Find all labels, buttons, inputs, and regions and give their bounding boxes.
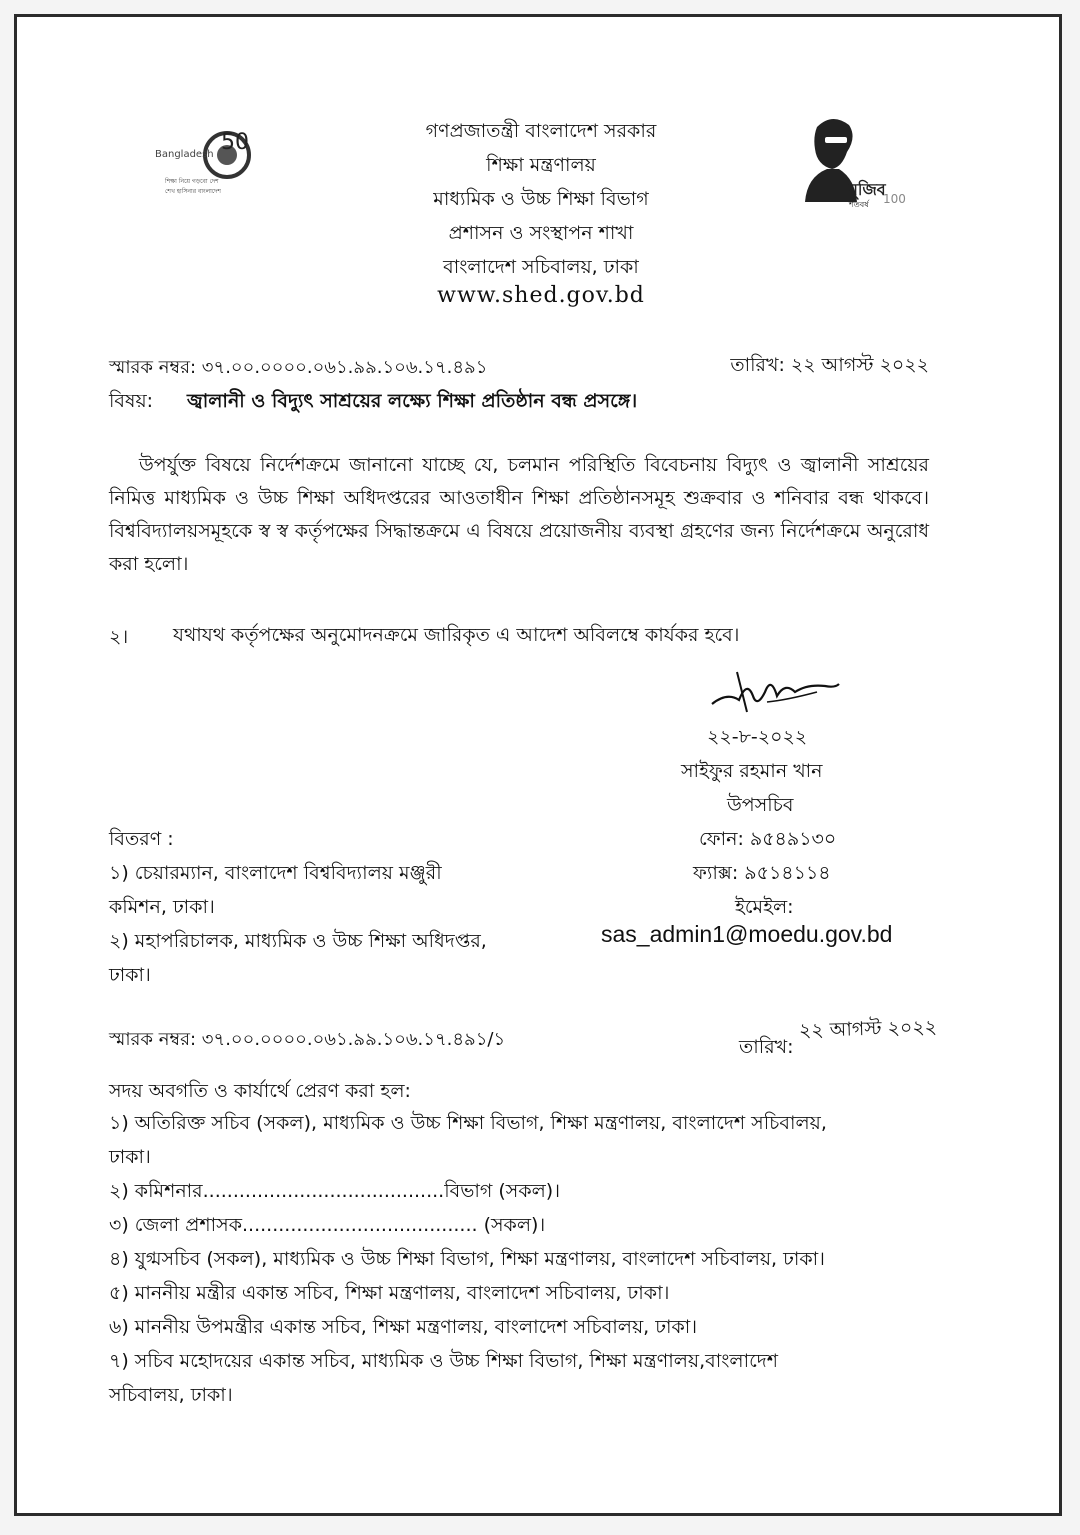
copy-label: সদয় অবগতি ও কার্যার্থে প্রেরণ করা হল: [109, 1080, 411, 1102]
signatory-email-label: ইমেইল: [735, 896, 794, 918]
header-website[interactable]: www.shed.gov.bd [437, 283, 645, 308]
distribution-item-2a: ২) মহাপরিচালক, মাধ্যমিক ও উচ্চ শিক্ষা অধিদপ্তর, [109, 930, 487, 952]
copy-item-5: ৫) মাননীয় মন্ত্রীর একান্ত সচিব, শিক্ষা মন্ত্রণালয়, বাংলাদেশ সচিবালয়, ঢাকা। [109, 1282, 670, 1304]
distribution-label: বিতরণ : [109, 828, 174, 850]
copy-item-6: ৬) মাননীয় উপমন্ত্রীর একান্ত সচিব, শিক্ষা মন্ত্রণালয়, বাংলাদেশ সচিবালয়, ঢাকা। [109, 1316, 698, 1338]
copy-item-1a: ১) অতিরিক্ত সচিব (সকল), মাধ্যমিক ও উচ্চ শিক্ষা বিভাগ, শিক্ষা মন্ত্রণালয়, বাংলাদেশ সচিবালয়, [109, 1112, 827, 1134]
copy-item-7b: সচিবালয়, ঢাকা। [109, 1384, 233, 1406]
copy-item-4: ৪) যুগ্মসচিব (সকল), মাধ্যমিক ও উচ্চ শিক্ষা বিভাগ, শিক্ষা মন্ত্রণালয়, বাংলাদেশ সচিবালয়, ঢাকা। [109, 1248, 825, 1270]
distribution-item-1b: কমিশন, ঢাকা। [109, 896, 215, 918]
header-ministry: শিক্ষা মন্ত্রণালয় [486, 154, 596, 176]
distribution-item-1a: ১) চেয়ারম্যান, বাংলাদেশ বিশ্ববিদ্যালয় মঞ্জুরী [109, 862, 442, 884]
copy-item-1b: ঢাকা। [109, 1146, 151, 1168]
signatory-designation: উপসচিব [727, 794, 794, 816]
header-branch: প্রশাসন ও সংস্থাপন শাখা [448, 222, 634, 244]
signatory-phone: ফোন: ৯৫৪৯১৩০ [699, 828, 837, 850]
header-government: গণপ্রজাতন্ত্রী বাংলাদেশ সরকার [425, 120, 657, 142]
logo-text-2: শিক্ষা নিয়ে গড়বো দেশ [165, 178, 219, 185]
header-division: মাধ্যমিক ও উচ্চ শিক্ষা বিভাগ [433, 188, 649, 210]
hundred-text: 100 [883, 192, 906, 206]
copy-item-3: ৩) জেলা প্রশাসক....................................... (সকল)। [109, 1214, 546, 1236]
signatory-name: সাইফুর রহমান খান [681, 760, 823, 782]
subject-text: জ্বালানী ও বিদ্যুৎ সাশ্রয়ের লক্ষ্যে শিক্ষা প্রতিষ্ঠান বন্ধ প্রসঙ্গে। [187, 390, 638, 412]
copy-item-2: ২) কমিশনার........................................বিভাগ (সকল)। [109, 1180, 560, 1202]
paragraph-2-text: যথাযথ কর্তৃপক্ষের অনুমোদনক্রমে জারিকৃত এ আদেশ অবিলম্বে কার্যকর হবে। [173, 624, 740, 646]
signatory-email[interactable]: sas_admin1@moedu.gov.bd [601, 921, 893, 947]
mujib-text: মুজিব [849, 180, 886, 199]
logo-number: 50 [221, 130, 249, 155]
signature-date: ২২-৮-২০২২ [707, 726, 808, 748]
distribution-item-2b: ঢাকা। [109, 964, 151, 986]
logo-text-1: Bangladesh [155, 149, 214, 160]
header-address: বাংলাদেশ সচিবালয়, ঢাকা [443, 256, 639, 278]
handwritten-signature [707, 662, 847, 722]
memo-date: তারিখ: ২২ আগস্ট ২০২২ [730, 354, 929, 376]
body-paragraph-1: উপর্যুক্ত বিষয়ে নির্দেশক্রমে জানানো যাচ্ছে যে, চলমান পরিস্থিতি বিবেচনায় বিদ্যুৎ ও জ্বালানী সাশ্রয়ের নিমিত্ত মাধ্যমিক ও উচ্চ শিক্ষা অধিদপ্তরের আওতাধীন শিক্ষা প্রতিষ্ঠানসমূহ শুক্রবার ও শনিবার বন্ধ থাকবে। বিশ্ববিদ্যালয়সমূহকে স্ব স্ব কর্তৃপক্ষের সিদ্ধান্তক্রমে এ বিষয়ে প্রয়োজনীয় ব্যবস্থা গ্রহণের জন্য নির্দেশক্রমে অনুরোধ করা হলো। [109, 454, 929, 575]
paragraph-2-number: ২। [109, 626, 129, 648]
subject-label: বিষয়: [109, 390, 154, 412]
memo2-date: ২২ আগস্ট ২০২২ [798, 1016, 938, 1042]
copy-item-7a: ৭) সচিব মহোদয়ের একান্ত সচিব, মাধ্যমিক ও উচ্চ শিক্ষা বিভাগ, শিক্ষা মন্ত্রণালয়,বাংলাদেশ [109, 1350, 778, 1372]
signatory-fax: ফ্যাক্স: ৯৫১৪১১৪ [693, 862, 831, 884]
document-page [14, 14, 1062, 1516]
memo-number: স্মারক নম্বর: ৩৭.০০.০০০০.০৬১.৯৯.১০৬.১৭.৪৯১ [109, 357, 488, 378]
memo2-number: স্মারক নম্বর: ৩৭.০০.০০০০.০৬১.৯৯.১০৬.১৭.৪৯১/১ [109, 1029, 506, 1050]
memo2-date-label: তারিখ: [739, 1036, 794, 1058]
shotoborsho-text: শতবর্ষ [849, 200, 869, 209]
logo-text-3: শেখ হাসিনার বাংলাদেশ [165, 188, 221, 195]
